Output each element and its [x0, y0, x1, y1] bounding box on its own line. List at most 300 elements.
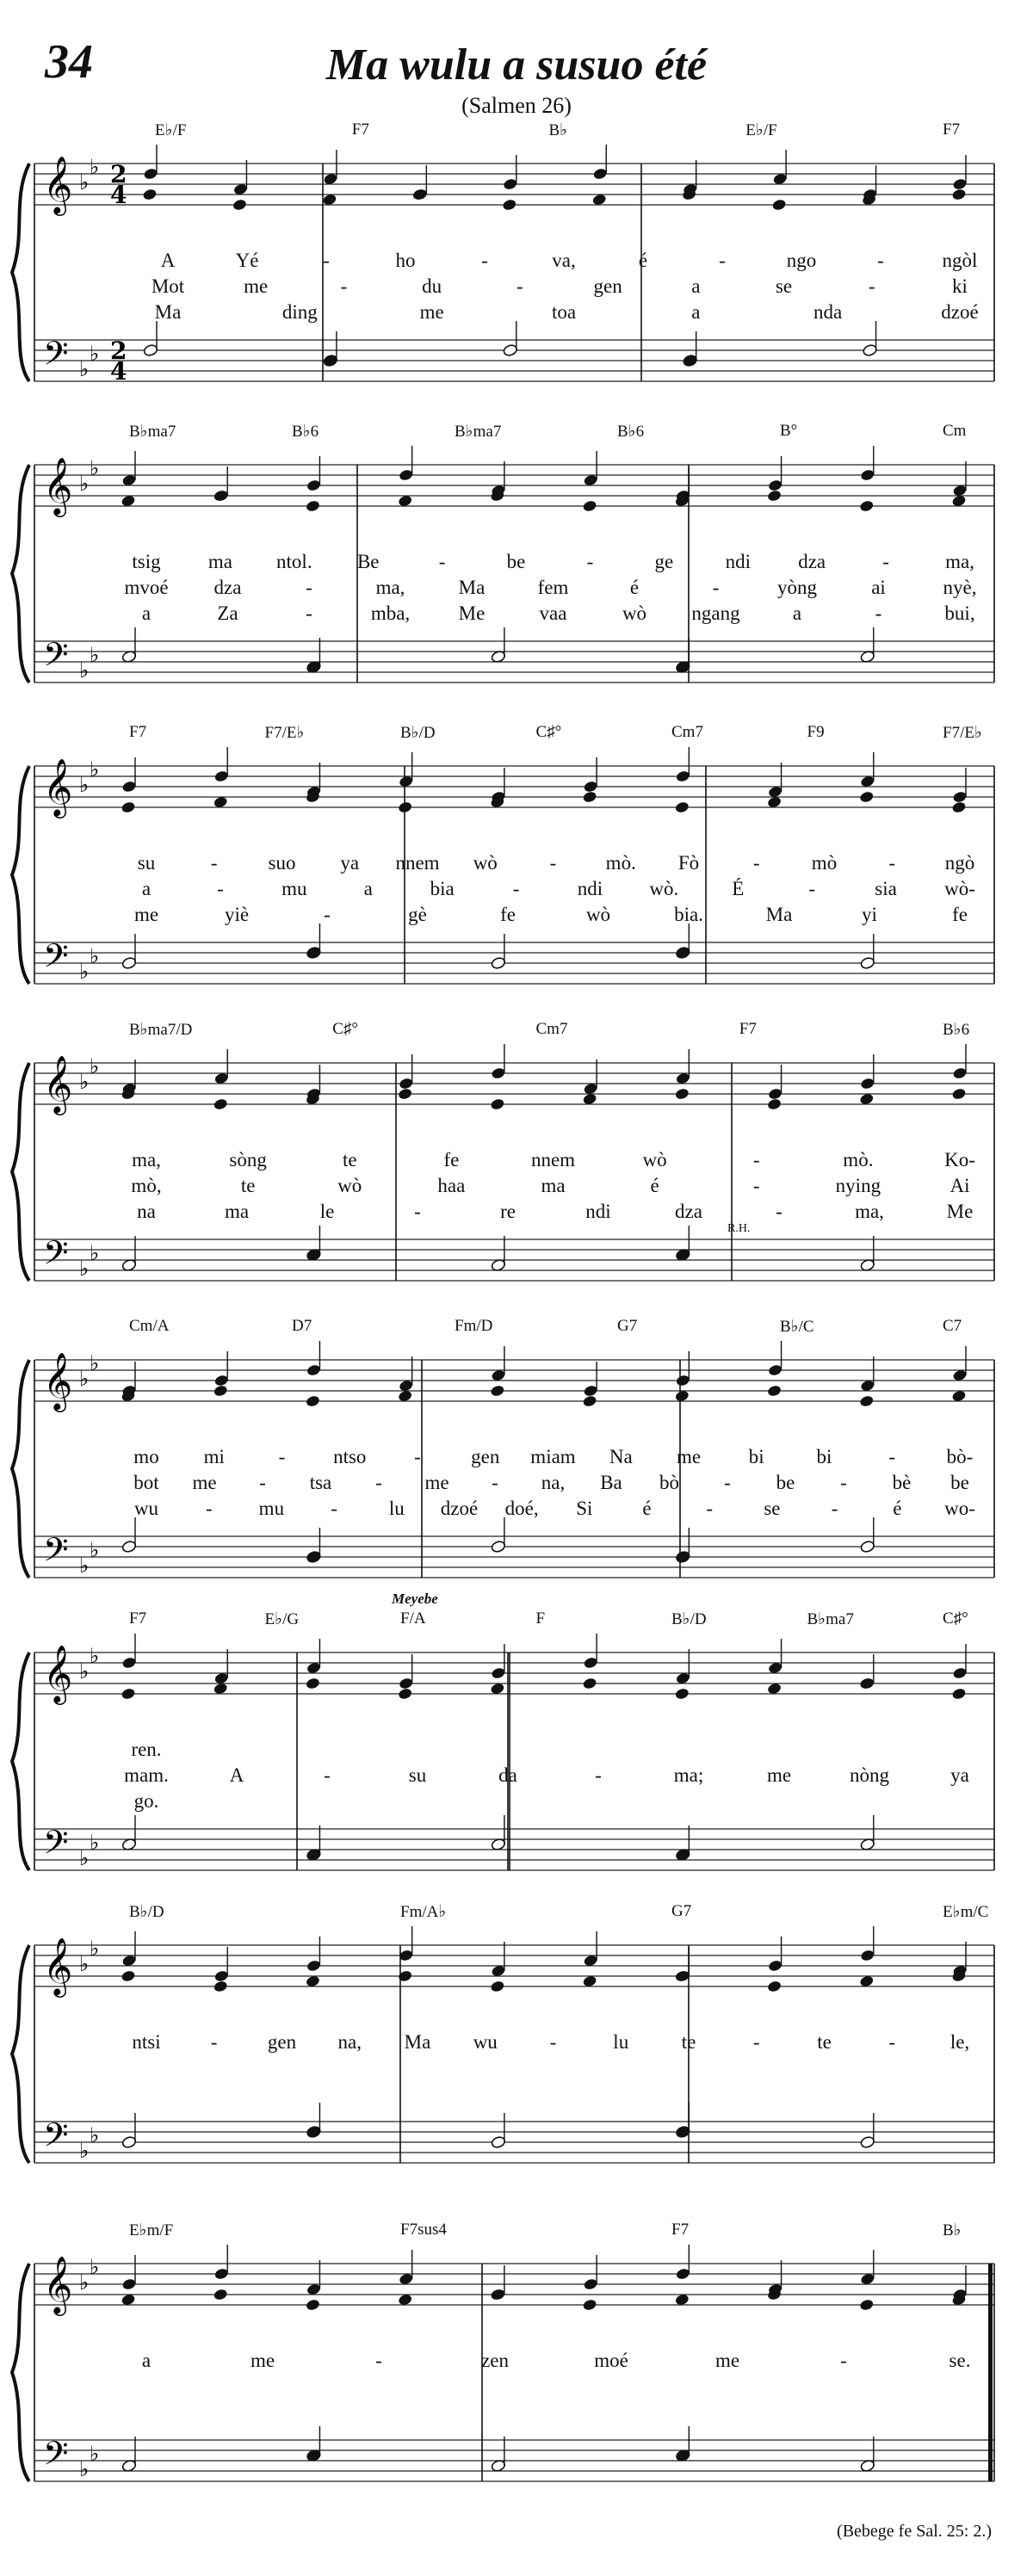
note-head	[952, 790, 968, 803]
lyric-syllable: a	[792, 602, 802, 624]
lyric-syllable: se	[764, 1498, 781, 1519]
lyric-syllable: Ai	[949, 1175, 970, 1196]
note-head	[490, 2288, 505, 2301]
lyric-syllable: Si	[576, 1498, 593, 1519]
lyric-syllable: wò	[473, 852, 498, 874]
key-flat-icon: ♭	[79, 1846, 90, 1870]
lyric-syllable: ngò	[944, 852, 975, 874]
lyric-syllable: -	[516, 275, 523, 297]
treble-clef-icon: 𝄞	[43, 1937, 73, 1995]
key-flat-icon: ♭	[90, 1351, 100, 1375]
lyric-syllable: é	[650, 1175, 659, 1196]
score-system	[0, 1591, 1033, 1876]
bass-note-head	[491, 956, 506, 969]
note-head	[951, 188, 967, 201]
chord-symbol: C♯°	[943, 1609, 968, 1628]
note-head	[491, 1666, 506, 1679]
lyric-syllable: -	[712, 577, 720, 598]
key-flat-icon: ♭	[90, 2442, 100, 2466]
bass-note-head	[306, 946, 322, 959]
system-brace	[12, 465, 29, 683]
system-brace	[12, 1945, 29, 2163]
chord-symbol: E♭/F	[155, 121, 187, 139]
bass-note-head	[860, 2135, 875, 2148]
lyric-syllable: se	[775, 275, 793, 297]
lyric-syllable: -	[840, 2350, 847, 2371]
right-hand-marking: R.H.	[727, 1222, 751, 1235]
score-system	[0, 1317, 1033, 1584]
lyric-syllable: wò-	[944, 878, 975, 899]
lyric-syllable: te	[240, 1175, 256, 1196]
lyric-syllable: na,	[541, 1472, 566, 1493]
lyric-syllable: te	[342, 1149, 357, 1171]
chord-symbol: F7	[943, 120, 961, 139]
key-flat-icon: ♭	[79, 960, 90, 984]
lyric-syllable: bia.	[674, 904, 703, 925]
note-head	[860, 1949, 875, 1961]
note-head	[121, 1969, 136, 1982]
note-head	[490, 1384, 505, 1397]
key-flat-icon: ♭	[90, 757, 100, 781]
lyric-syllable: -	[549, 852, 557, 874]
note-head	[582, 1394, 597, 1407]
chord-symbol: Cm/A	[129, 1317, 170, 1335]
lyric-syllable: be	[950, 1472, 969, 1493]
note-head	[503, 177, 518, 190]
system-brace	[12, 1652, 29, 1870]
note-head	[398, 1687, 413, 1700]
lyric-syllable: -	[278, 1446, 286, 1467]
key-flat-icon: ♭	[79, 357, 90, 381]
lyric-syllable: ya	[340, 852, 360, 874]
note-head	[213, 769, 229, 782]
lyric-syllable: é	[629, 577, 640, 598]
chord-symbol: E♭m/C	[943, 1903, 989, 1921]
lyric-syllable: wò	[585, 904, 611, 925]
note-head	[859, 790, 875, 803]
lyric-syllable: bot	[133, 1472, 159, 1493]
lyric-syllable: a	[691, 301, 701, 323]
bass-note-head	[491, 2135, 506, 2148]
bass-note-head	[503, 343, 518, 356]
chord-symbol: B♭ma7	[455, 423, 502, 441]
bass-note-head	[860, 1540, 875, 1553]
lyric-syllable: yòng	[777, 577, 817, 598]
lyric-syllable: mam.	[124, 1764, 169, 1786]
chord-symbol: E♭/F	[745, 121, 777, 139]
lyric-syllable: -	[877, 250, 884, 271]
lyric-syllable: me	[419, 301, 444, 323]
note-head	[121, 1687, 136, 1700]
lyric-syllable: fe	[443, 1149, 460, 1171]
note-head	[675, 2267, 690, 2280]
lyric-syllable: -	[205, 1498, 213, 1519]
lyric-syllable: nòng	[850, 1764, 889, 1786]
lyric-syllable: ma,	[855, 1201, 884, 1222]
note-head	[411, 188, 427, 201]
time-signature: 4	[110, 357, 127, 386]
note-head	[582, 2298, 597, 2311]
lyric-syllable: wò	[642, 1149, 667, 1171]
chord-symbol: B♭ma7	[807, 1610, 854, 1628]
lyric-syllable: wò	[337, 1175, 362, 1196]
footer-reference: (Bebege fe Sal. 25: 2.)	[837, 2522, 992, 2541]
lyric-syllable: mò.	[605, 852, 636, 874]
note-head	[213, 1969, 229, 1982]
lyric-syllable: ma	[207, 551, 232, 572]
lyric-syllable: -	[752, 1175, 760, 1196]
bass-note-head	[306, 1550, 322, 1563]
lyric-syllable: a	[363, 878, 373, 899]
lyric-syllable: gen	[267, 2031, 297, 2053]
lyric-syllable: toa	[551, 301, 577, 323]
chord-symbol: F7	[129, 723, 147, 741]
key-flat-icon: ♭	[79, 1554, 90, 1578]
lyric-syllable: -	[217, 878, 224, 899]
lyric-syllable: bi	[816, 1446, 832, 1467]
lyric-syllable: -	[752, 852, 760, 874]
key-flat-icon: ♭	[79, 1070, 90, 1094]
bass-note-head	[491, 1540, 506, 1553]
lyric-syllable: be	[776, 1472, 795, 1493]
lyric-syllable: -	[752, 2031, 760, 2053]
chord-symbol: B♭6	[617, 423, 645, 441]
bass-clef-icon: 𝄢	[43, 1233, 69, 1280]
lyric-syllable: me	[676, 1446, 702, 1467]
lyric-syllable: -	[306, 577, 312, 598]
lyric-syllable: ma	[224, 1201, 250, 1222]
key-flat-icon: ♭	[90, 1937, 100, 1961]
lyric-syllable: miam	[530, 1446, 576, 1467]
lyric-syllable: me	[133, 904, 159, 925]
lyric-syllable: bè	[892, 1472, 912, 1493]
time-signature: 2	[110, 337, 127, 365]
key-flat-icon: ♭	[90, 1538, 100, 1562]
lyric-syllable: dzoé	[941, 301, 979, 323]
lyric-syllable: te	[681, 2031, 696, 2053]
note-head	[768, 1959, 783, 1972]
lyric-syllable: mò.	[843, 1149, 874, 1171]
lyric-syllable: Mot	[151, 275, 185, 297]
note-head	[768, 479, 783, 491]
time-signature: 4	[110, 181, 127, 209]
bass-clef-icon: 𝄢	[43, 635, 69, 682]
lyric-syllable: mba,	[370, 602, 411, 624]
key-flat-icon: ♭	[90, 2123, 100, 2147]
key-flat-icon: ♭	[90, 643, 100, 667]
chord-symbol: B♭	[548, 121, 568, 139]
note-head	[860, 1077, 875, 1090]
lyric-syllable: dza	[213, 577, 242, 598]
treble-clef-icon: 𝄞	[43, 456, 73, 515]
lyric-syllable: -	[586, 551, 594, 572]
chord-symbol: B♭/D	[400, 724, 436, 742]
lyric-syllable: mo	[133, 1446, 159, 1467]
system-brace	[12, 1360, 29, 1578]
lyric-syllable: ma,	[375, 577, 405, 598]
lyric-syllable: -	[882, 551, 889, 572]
lyric-syllable: ntsi	[132, 2031, 161, 2053]
key-flat-icon: ♭	[79, 170, 90, 195]
lyric-syllable: vaa	[539, 602, 567, 624]
bass-note-head	[683, 354, 698, 367]
chord-symbol: B°	[780, 422, 798, 440]
lyric-syllable: -	[724, 1472, 731, 1493]
note-head	[121, 800, 136, 813]
lyric-syllable: yiè	[224, 904, 250, 925]
lyric-syllable: -	[831, 1498, 838, 1519]
chord-symbol: B♭/D	[671, 1610, 707, 1628]
lyric-syllable: ren.	[131, 1739, 162, 1760]
lyric-syllable: na,	[337, 2031, 362, 2053]
key-flat-icon: ♭	[90, 2255, 100, 2279]
chord-symbol: B♭ma7/D	[129, 1021, 193, 1039]
lyric-syllable: é	[638, 250, 648, 271]
chord-symbol: F7/E♭	[264, 724, 305, 742]
note-head	[491, 1066, 506, 1079]
bass-clef-icon: 𝄢	[43, 936, 69, 983]
note-head	[398, 800, 413, 813]
lyric-syllable: lu	[613, 2031, 629, 2053]
lyric-syllable: nyè,	[943, 577, 977, 598]
note-head	[592, 167, 608, 180]
tempo-marking: Meyebe	[392, 1591, 438, 1607]
note-head	[674, 1687, 690, 1700]
note-head	[952, 1666, 968, 1679]
lyric-syllable: zen	[481, 2350, 509, 2371]
chord-symbol: F7/E♭	[943, 724, 982, 742]
treble-clef-icon: 𝄞	[43, 757, 73, 816]
lyric-syllable: -	[414, 1201, 421, 1222]
chord-symbol: F7sus4	[400, 2221, 447, 2239]
lyric-syllable: fe	[952, 904, 968, 925]
note-head	[306, 479, 322, 491]
key-flat-icon: ♭	[79, 658, 90, 683]
lyric-syllable: bui,	[944, 602, 975, 624]
note-head	[859, 1677, 875, 1690]
score-system	[0, 120, 1033, 387]
note-head	[768, 1087, 783, 1100]
lyric-syllable: -	[595, 1764, 602, 1786]
note-head	[674, 1969, 690, 1982]
note-head	[767, 1384, 782, 1397]
treble-clef-icon: 𝄞	[43, 1054, 73, 1113]
score-system	[0, 2221, 1033, 2487]
lyric-syllable: bi	[748, 1446, 764, 1467]
lyric-syllable: ma	[541, 1175, 566, 1196]
lyric-syllable: ge	[654, 551, 674, 572]
lyric-syllable: -	[324, 904, 331, 925]
note-head	[675, 769, 690, 782]
bass-clef-icon: 𝄢	[43, 1530, 69, 1577]
lyric-syllable: fem	[537, 577, 569, 598]
key-flat-icon: ♭	[79, 1952, 90, 1976]
system-brace	[12, 164, 29, 381]
note-head	[860, 468, 875, 481]
lyric-syllable: wò.	[649, 878, 679, 899]
chord-symbol: B♭/C	[780, 1318, 814, 1336]
lyric-syllable: a	[141, 878, 152, 899]
lyric-syllable: ngang	[691, 602, 740, 624]
lyric-syllable: ngo	[786, 250, 817, 271]
lyric-syllable: dza	[675, 1201, 702, 1222]
treble-clef-icon: 𝄞	[43, 155, 73, 213]
chord-symbol: Cm7	[535, 1020, 568, 1038]
note-head	[143, 167, 158, 180]
lyric-syllable: Ma	[404, 2031, 431, 2053]
key-flat-icon: ♭	[79, 1367, 90, 1391]
score-system	[0, 422, 1033, 689]
bass-note-head	[121, 2135, 137, 2148]
lyric-syllable: Fò	[677, 852, 700, 874]
lyric-syllable: A	[229, 1764, 244, 1786]
bass-clef-icon: 𝄢	[43, 334, 69, 380]
lyric-syllable: -	[512, 878, 520, 899]
lyric-syllable: -	[840, 1472, 847, 1493]
page-number: 34	[45, 35, 93, 89]
key-flat-icon: ♭	[79, 1659, 90, 1683]
lyric-syllable: su	[408, 1764, 427, 1786]
score-system	[0, 1902, 1033, 2169]
lyric-syllable: lu	[388, 1498, 405, 1519]
lyric-syllable: é	[642, 1498, 652, 1519]
note-head	[399, 1677, 414, 1690]
lyric-syllable: -	[414, 1446, 421, 1467]
lyric-syllable: -	[340, 275, 348, 297]
lyric-syllable: Ba	[600, 1472, 622, 1493]
lyric-syllable: -	[375, 1472, 382, 1493]
chord-symbol: F/A	[400, 1609, 426, 1628]
note-head	[767, 1980, 782, 1992]
lyric-syllable: mu	[281, 878, 307, 899]
chord-symbol: G7	[617, 1317, 638, 1335]
lyric-syllable: be	[506, 551, 526, 572]
note-head	[859, 499, 875, 512]
lyric-syllable: Ma	[458, 577, 486, 598]
lyric-syllable: gè	[408, 904, 427, 925]
lyric-syllable: Za	[217, 602, 238, 624]
lyric-syllable: nnem	[395, 852, 440, 874]
chord-symbol: F9	[807, 723, 825, 741]
note-head	[121, 780, 137, 793]
lyric-syllable: Me	[946, 1201, 974, 1222]
note-head	[232, 198, 248, 211]
note-head	[306, 1959, 322, 1972]
note-head	[142, 188, 158, 201]
lyric-syllable: ntso	[333, 1446, 367, 1467]
lyric-syllable: me	[250, 2350, 275, 2371]
lyric-syllable: mi	[203, 1446, 225, 1467]
lyric-syllable: é	[893, 1498, 902, 1519]
note-head	[952, 1066, 968, 1079]
chord-symbol: D7	[292, 1317, 312, 1335]
lyric-syllable: -	[331, 1498, 337, 1519]
lyric-syllable: ding	[281, 301, 318, 323]
lyric-syllable: tsa	[309, 1472, 332, 1493]
lyric-syllable: te	[817, 2031, 832, 2053]
chord-symbol: B♭/D	[129, 1903, 164, 1921]
lyric-syllable: -	[375, 2350, 382, 2371]
lyric-syllable: du	[422, 275, 442, 297]
lyric-syllable: sia	[875, 878, 897, 899]
lyric-syllable: fe	[500, 904, 516, 925]
lyric-syllable: -	[868, 275, 875, 297]
lyric-syllable: suo	[268, 852, 296, 874]
staff-svg	[0, 2221, 1033, 2487]
bass-note-head	[121, 1540, 137, 1553]
score-system	[0, 1020, 1033, 1287]
lyric-syllable: ntol.	[276, 551, 312, 572]
lyric-syllable: re	[500, 1201, 516, 1222]
note-head	[213, 2288, 228, 2301]
note-head	[213, 1374, 229, 1387]
lyric-syllable: É	[732, 878, 745, 899]
lyric-syllable: ngòl	[942, 250, 978, 271]
lyric-syllable: ma,	[132, 1149, 161, 1171]
lyric-syllable: nnem	[530, 1149, 576, 1171]
time-signature: 2	[110, 160, 127, 188]
note-head	[767, 489, 782, 502]
note-head	[213, 1980, 228, 1992]
lyric-syllable: gen	[471, 1446, 500, 1467]
note-head	[306, 1363, 322, 1376]
lyric-syllable: me	[244, 275, 269, 297]
note-head	[213, 1097, 228, 1110]
lyric-syllable: da	[498, 1764, 517, 1786]
lyric-syllable: me	[766, 1764, 792, 1786]
chord-symbol: Cm7	[671, 723, 703, 741]
hymn-subtitle: (Salmen 26)	[461, 93, 572, 118]
system-brace	[12, 766, 29, 984]
lyric-syllable: doé,	[504, 1498, 539, 1519]
score-system	[0, 723, 1033, 990]
lyric-syllable: bò	[659, 1472, 679, 1493]
note-head	[399, 468, 414, 481]
key-flat-icon: ♭	[90, 1241, 100, 1265]
note-head	[583, 780, 598, 793]
key-flat-icon: ♭	[79, 2270, 90, 2295]
lyric-syllable: wu	[133, 1498, 159, 1519]
bass-clef-icon: 𝄢	[43, 2116, 69, 2162]
hymn-title: Ma wulu a susuo été	[325, 40, 708, 90]
lyric-syllable: -	[706, 1498, 714, 1519]
note-head	[859, 2298, 875, 2311]
note-head	[213, 489, 228, 502]
note-head	[121, 2277, 137, 2290]
lyric-syllable: -	[549, 2031, 557, 2053]
lyric-syllable: ndi	[585, 1201, 611, 1222]
chord-symbol: Fm/D	[455, 1317, 493, 1335]
bass-note-head	[143, 343, 158, 356]
lyric-syllable: Ma	[765, 904, 793, 925]
lyric-syllable: -	[210, 2031, 218, 2053]
lyric-syllable: Ma	[154, 301, 182, 323]
bass-note-head	[860, 956, 875, 969]
lyric-syllable: ho	[395, 250, 416, 271]
key-flat-icon: ♭	[90, 456, 100, 480]
lyric-syllable: gen	[593, 275, 622, 297]
lyric-syllable: wo-	[944, 1498, 975, 1519]
lyric-syllable: a	[141, 2350, 152, 2371]
key-flat-icon: ♭	[90, 944, 100, 968]
note-head	[859, 1394, 875, 1407]
lyric-syllable: tsig	[132, 551, 161, 572]
key-flat-icon: ♭	[79, 1257, 90, 1281]
treble-clef-icon: 𝄞	[43, 1351, 73, 1410]
system-brace	[12, 1063, 29, 1281]
lyric-syllable: ma,	[945, 551, 974, 572]
note-head	[306, 499, 321, 512]
